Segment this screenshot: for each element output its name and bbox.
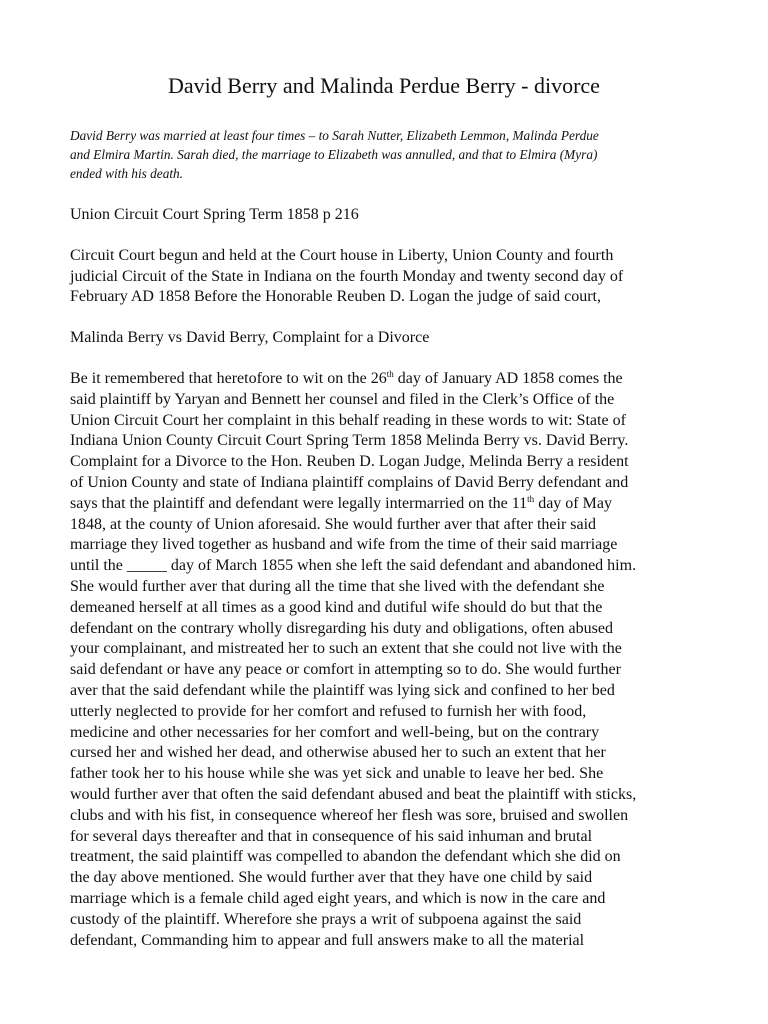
text-line: said defendant or have any peace or comfort in attempting so to do. She would further bbox=[70, 661, 621, 679]
text-line: February AD 1858 Before the Honorable Reuben D. Logan the judge of said court, bbox=[70, 288, 601, 306]
text-line: until the _____ day of March 1855 when she left the said defendant and abandoned him. bbox=[70, 557, 637, 575]
paragraph-complaint bbox=[70, 369, 698, 951]
ordinal-suffix: th bbox=[527, 493, 535, 504]
document-body bbox=[70, 205, 698, 951]
intro-line: David Berry was married at least four times – to Sarah Nutter, Elizabeth Lemmon, Malinda Perdue bbox=[70, 128, 599, 143]
text-line: cursed her and wished her dead, and otherwise abused her to such an extent that her bbox=[70, 744, 606, 762]
text-segment: Be it remembered that heretofore to wit on the 26 bbox=[70, 369, 387, 387]
text-line: judicial Circuit of the State in Indiana on the fourth Monday and twenty second day of bbox=[70, 267, 624, 285]
text-line: Circuit Court begun and held at the Court house in Liberty, Union County and fourth bbox=[70, 246, 614, 264]
text-line: for several days thereafter and that in consequence of his said inhuman and brutal bbox=[70, 827, 593, 845]
text-line: aver that the said defendant while the plaintiff was lying sick and confined to her bed bbox=[70, 681, 615, 699]
ordinal-suffix: th bbox=[386, 368, 394, 379]
text-segment: says that the plaintiff and defendant were legally intermarried on the 11 bbox=[70, 494, 528, 512]
text-line: treatment, the said plaintiff was compelled to abandon the defendant which she did on bbox=[70, 848, 621, 866]
text-line: medicine and other necessaries for her comfort and well-being, but on the contrary bbox=[70, 723, 600, 741]
text-line: marriage which is a female child aged eight years, and which is now in the care and bbox=[70, 889, 606, 907]
intro-line: and Elmira Martin. Sarah died, the marriage to Elizabeth was annulled, and that to Elmira (Myra) bbox=[70, 147, 598, 162]
text-line: marriage they lived together as husband and wife from the time of their said marriage bbox=[70, 536, 618, 554]
text-line: defendant, Commanding him to appear and full answers make to all the material bbox=[70, 931, 585, 949]
text-line: Union Circuit Court her complaint in this behalf reading in these words to wit: State of bbox=[70, 411, 626, 429]
text-line: 1848, at the county of Union aforesaid. She would further aver that after their said bbox=[70, 515, 597, 533]
court-heading: Union Circuit Court Spring Term 1858 p 216 bbox=[70, 206, 359, 223]
text-line: custody of the plaintiff. Wherefore she prays a writ of subpoena against the said bbox=[70, 910, 582, 928]
text-line: defendant on the contrary wholly disregarding his duty and obligations, often abused bbox=[70, 619, 613, 637]
text-line: your complainant, and mistreated her to such an extent that she could not live with the bbox=[70, 640, 622, 658]
text-line: would further aver that often the said defendant abused and beat the plaintiff with sticks, bbox=[70, 785, 637, 803]
text-line: father took her to his house while she was yet sick and unable to leave her bed. She bbox=[70, 765, 604, 783]
text-line bbox=[70, 494, 698, 515]
intro-line: ended with his death. bbox=[70, 166, 184, 181]
text-segment: day of January AD 1858 comes the bbox=[393, 369, 623, 387]
text-line bbox=[70, 369, 698, 390]
case-heading: Malinda Berry vs David Berry, Complaint for a Divorce bbox=[70, 329, 430, 347]
text-line: said plaintiff by Yaryan and Bennett her counsel and filed in the Clerk’s Office of the bbox=[70, 390, 615, 408]
text-line: Indiana Union County Circuit Court Spring Term 1858 Melinda Berry vs. David Berry. bbox=[70, 432, 629, 450]
intro-note bbox=[70, 126, 698, 183]
text-line: She would further aver that during all the time that she lived with the defendant she bbox=[70, 577, 605, 595]
text-segment: day of May bbox=[534, 494, 612, 512]
text-line: of Union County and state of Indiana plaintiff complains of David Berry defendant and bbox=[70, 473, 629, 491]
text-line: Complaint for a Divorce to the Hon. Reuben D. Logan Judge, Melinda Berry a resident bbox=[70, 453, 629, 471]
document-title: David Berry and Malinda Perdue Berry - divorce bbox=[168, 73, 600, 98]
text-line: demeaned herself at all times as a good kind and dutiful wife should do but that the bbox=[70, 598, 603, 616]
text-line: clubs and with his fist, in consequence whereof her flesh was sore, bruised and swollen bbox=[70, 806, 629, 824]
text-line: utterly neglected to provide for her comfort and refused to furnish her with food, bbox=[70, 702, 587, 720]
paragraph-court-session bbox=[70, 246, 698, 308]
text-line: the day above mentioned. She would further aver that they have one child by said bbox=[70, 869, 593, 887]
